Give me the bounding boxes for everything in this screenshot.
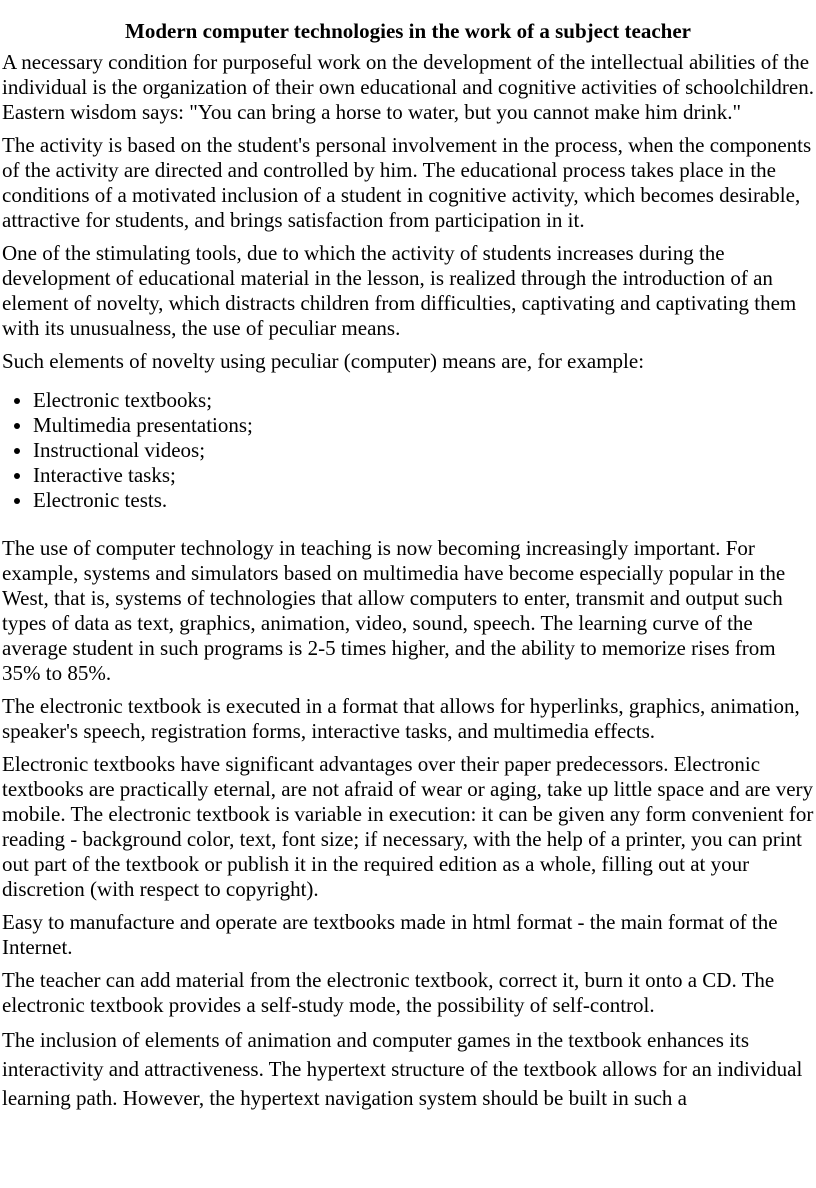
list-item: • Electronic tests. xyxy=(33,488,814,513)
paragraph-9: The teacher can add material from the electronic textbook, correct it, burn it onto a CD. The electronic textbook provides a self-study mode, the possibility of self-control. xyxy=(2,968,775,1017)
paragraph-10: The inclusion of elements of animation and computer games in the textbook enhances its interactivity and attractiveness. The hypertext structure of the textbook allows for an individual learning path. However, the hypertext navigation system should be built in such a xyxy=(2,1028,803,1110)
paragraph-7: Electronic textbooks have significant advantages over their paper predecessors. Electronic textbooks are practically eternal, are not afraid of wear or aging, take up little space and are very mobile. The electronic textbook is variable in execution: it can be given any form convenient for reading - background color, text, font size; if necessary, with the help of a printer, you can print out part of the textbook or publish it in the required edition as a whole, filling out at your discretion (with respect to copyright). xyxy=(2,752,814,901)
list-item: • Multimedia presentations; xyxy=(33,413,814,438)
novelty-elements-list xyxy=(2,388,814,513)
paragraph-2: The activity is based on the student's personal involvement in the process, when the components of the activity are directed and controlled by him. The educational process takes place in the conditions of a motivated inclusion of a student in cognitive activity, which becomes desirable, attractive for students, and brings satisfaction from participation in it. xyxy=(2,133,812,232)
document-title: Modern computer technologies in the work of a subject teacher xyxy=(125,19,691,43)
paragraph-5: The use of computer technology in teaching is now becoming increasingly important. For example, systems and simulators based on multimedia have become especially popular in the West, that is, systems of technologies that allow computers to enter, transmit and output such types of data as text, graphics, animation, video, sound, speech. The learning curve of the average student in such programs is 2-5 times higher, and the ability to memorize rises from 35% to 85%. xyxy=(2,536,786,685)
paragraph-3: One of the stimulating tools, due to which the activity of students increases during the development of educational material in the lesson, is realized through the introduction of an element of novelty, which distracts children from difficulties, captivating and captivating them with its unusualness, the use of peculiar means. xyxy=(2,241,797,340)
paragraph-8: Easy to manufacture and operate are textbooks made in html format - the main format of the Internet. xyxy=(2,910,778,959)
paragraph-1: A necessary condition for purposeful work on the development of the intellectual abilities of the individual is the organization of their own educational and cognitive activities of schoolchildren. Eastern wisdom says: "You can bring a horse to water, but you cannot make him drink." xyxy=(2,50,814,124)
list-item: • Interactive tasks; xyxy=(33,463,814,488)
paragraph-4: Such elements of novelty using peculiar (computer) means are, for example: xyxy=(2,349,645,373)
paragraph-6: The electronic textbook is executed in a format that allows for hyperlinks, graphics, animation, speaker's speech, registration forms, interactive tasks, and multimedia effects. xyxy=(2,694,800,743)
list-item: • Instructional videos; xyxy=(33,438,814,463)
list-item: • Electronic textbooks; xyxy=(33,388,814,413)
